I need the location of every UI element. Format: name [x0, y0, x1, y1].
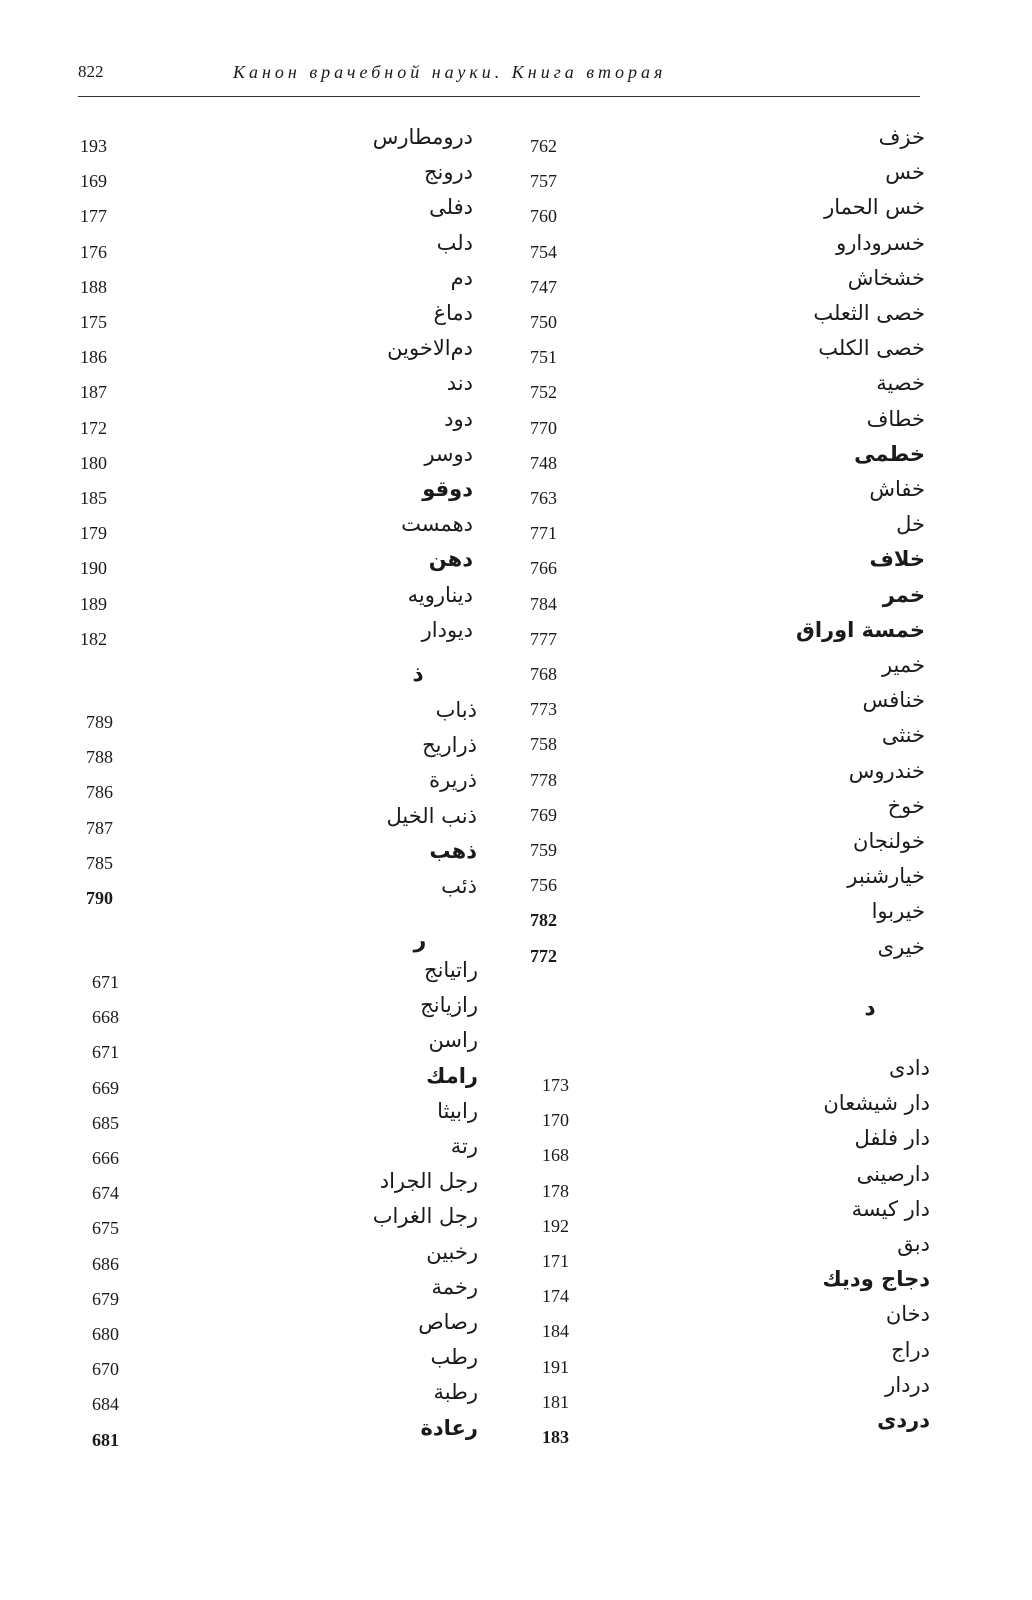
page-ref: 177 — [80, 206, 107, 227]
index-term: دفلى — [429, 195, 473, 220]
page-ref: 169 — [80, 171, 107, 192]
index-term: خلاف — [869, 547, 925, 572]
page-ref: 669 — [92, 1077, 119, 1098]
page-ref: 187 — [80, 382, 107, 403]
index-term: دينارويه — [407, 582, 473, 607]
index-term: رجل الجراد — [379, 1169, 478, 1194]
section-letter: ر — [413, 928, 427, 953]
index-term: خس — [885, 160, 925, 185]
page-ref: 181 — [542, 1391, 569, 1412]
page-ref: 756 — [530, 875, 557, 896]
index-term: خمر — [882, 582, 925, 607]
index-term: دادى — [889, 1056, 930, 1080]
index-term: ذنب الخيل — [386, 803, 477, 828]
page-ref: 192 — [542, 1215, 569, 1236]
page-ref: 748 — [530, 452, 557, 473]
page-ref: 680 — [92, 1324, 119, 1344]
index-term: خوخ — [887, 793, 925, 818]
page-ref: 686 — [92, 1253, 119, 1274]
index-term: دجاج وديك — [822, 1267, 930, 1292]
page-ref: 679 — [92, 1288, 119, 1309]
index-term: رعادة — [420, 1415, 478, 1440]
index-term: خزف — [878, 125, 925, 149]
index-term: دار كيسة — [851, 1196, 930, 1221]
page-ref: 754 — [530, 241, 557, 262]
page-ref: 768 — [530, 664, 557, 684]
page-ref: 188 — [80, 276, 107, 297]
index-term: خشخاش — [847, 265, 925, 290]
page-ref: 675 — [92, 1218, 119, 1239]
index-term: رخمة — [431, 1274, 478, 1299]
index-term: رصاص — [418, 1310, 478, 1334]
page-ref: 190 — [80, 558, 107, 579]
index-term: رازيانج — [420, 993, 478, 1018]
page-ref: 180 — [80, 452, 107, 473]
page-ref: 790 — [86, 888, 113, 908]
index-term: خطاف — [866, 406, 925, 431]
page-ref: 171 — [542, 1251, 569, 1271]
page-ref: 758 — [530, 734, 557, 755]
header-rule — [78, 96, 920, 97]
index-term: دم — [450, 265, 473, 290]
page-ref: 778 — [530, 769, 557, 790]
index-term: دود — [444, 406, 473, 431]
page-ref: 179 — [80, 523, 107, 544]
index-term: خمير — [881, 653, 925, 677]
page-ref: 178 — [542, 1180, 569, 1201]
page-header — [78, 62, 920, 92]
page-ref: 747 — [530, 276, 557, 297]
page-ref: 762 — [530, 136, 557, 156]
page-ref: 170 — [542, 1110, 569, 1131]
page-ref: 183 — [542, 1427, 569, 1447]
page-ref: 786 — [86, 782, 113, 803]
page-ref: 173 — [542, 1075, 569, 1095]
page-ref: 168 — [542, 1145, 569, 1166]
index-term: دبق — [897, 1232, 930, 1256]
index-term: رامك — [426, 1063, 478, 1088]
page-ref: 760 — [530, 206, 557, 227]
index-term: دوقو — [422, 477, 473, 501]
index-term: ذباب — [435, 698, 477, 722]
page-ref: 668 — [92, 1007, 119, 1028]
index-term: درومطارس — [372, 125, 473, 149]
page-ref: 684 — [92, 1394, 119, 1415]
page-ref: 777 — [530, 628, 557, 649]
index-term: خصى الكلب — [818, 336, 925, 361]
index-term: دخان — [885, 1302, 930, 1327]
page-ref: 184 — [542, 1321, 569, 1342]
index-term: رابيثا — [437, 1098, 478, 1123]
index-term: راسن — [428, 1028, 478, 1053]
index-term: ذئب — [441, 874, 477, 898]
index-term: خيرى — [877, 934, 925, 959]
page-ref: 681 — [92, 1429, 119, 1450]
index-term: دند — [446, 371, 473, 396]
page-ref: 191 — [542, 1356, 569, 1377]
index-term: خيارشنبر — [847, 864, 925, 889]
page-ref: 769 — [530, 804, 557, 825]
index-term: خندروس — [848, 758, 925, 783]
index-term: دار فلفل — [854, 1126, 930, 1151]
index-term: رطبة — [433, 1380, 478, 1405]
page-ref: 174 — [542, 1286, 569, 1307]
index-term: خل — [896, 512, 925, 537]
index-term: خمسة اوراق — [796, 617, 925, 642]
index-term: دهمست — [401, 512, 473, 537]
index-term: ذهب — [429, 838, 477, 863]
index-term: خفاش — [869, 477, 925, 501]
page-ref: 763 — [530, 488, 557, 508]
index-term: دماغ — [433, 301, 473, 325]
page-ref: 766 — [530, 558, 557, 579]
section-letter: ذ — [412, 662, 424, 687]
page-ref: 784 — [530, 593, 557, 614]
page-ref: 787 — [86, 817, 113, 838]
page-ref: 685 — [92, 1112, 119, 1133]
page-ref: 193 — [80, 136, 107, 156]
index-term: خنثى — [881, 723, 925, 748]
index-term: ذراريح — [422, 733, 477, 758]
index-term: خطمى — [854, 441, 925, 466]
page-ref: 759 — [530, 840, 557, 860]
page-ref: 782 — [530, 910, 557, 931]
index-term: دلب — [436, 230, 473, 255]
page-ref: 189 — [80, 593, 107, 614]
page-ref: 671 — [92, 972, 119, 992]
index-term: خصية — [876, 371, 925, 396]
page-ref: 770 — [530, 417, 557, 438]
index-term: درونج — [423, 160, 473, 185]
index-term: خيربوا — [871, 899, 925, 924]
page-ref: 175 — [80, 312, 107, 332]
page-ref: 185 — [80, 488, 107, 508]
page-ref: 771 — [530, 523, 557, 544]
page-ref: 670 — [92, 1359, 119, 1380]
section-letter: د — [864, 996, 876, 1021]
page-ref: 773 — [530, 699, 557, 720]
page-ref: 788 — [86, 747, 113, 768]
page-ref: 172 — [80, 417, 107, 438]
index-term: راتيانج — [424, 958, 478, 982]
page-ref: 666 — [92, 1148, 119, 1168]
page-ref: 182 — [80, 628, 107, 649]
running-title: Канон врачебной науки. Книга вторая — [233, 62, 667, 82]
page-number: 822 — [78, 62, 104, 81]
page-ref: 772 — [530, 945, 557, 966]
index-term: دهن — [428, 547, 473, 572]
index-term: دوسر — [424, 441, 473, 466]
index-term: خولنجان — [853, 829, 925, 853]
index-term: رجل الغراب — [372, 1204, 478, 1229]
page-ref: 751 — [530, 347, 557, 368]
index-term: رخبين — [426, 1239, 478, 1264]
page-ref: 752 — [530, 382, 557, 403]
index-term: خصى الثعلب — [813, 301, 925, 325]
index-term: دردى — [877, 1408, 930, 1432]
index-term: خنافس — [862, 688, 925, 713]
index-term: رطب — [430, 1345, 478, 1370]
index-term: دم‌الاخوين — [387, 336, 473, 361]
index-term: دار شيشعان — [823, 1091, 930, 1116]
index-term: خسرودارو — [836, 230, 925, 255]
index-term: دراج — [891, 1337, 930, 1362]
page-ref: 750 — [530, 312, 557, 332]
page-ref: 789 — [86, 712, 113, 732]
page-ref: 757 — [530, 171, 557, 192]
page-ref: 674 — [92, 1183, 119, 1204]
index-term: رتة — [450, 1134, 478, 1158]
page-ref: 671 — [92, 1042, 119, 1063]
index-term: خس الحمار — [824, 195, 925, 220]
index-term: دارصينى — [856, 1161, 930, 1186]
page-ref: 186 — [80, 347, 107, 368]
page-ref: 176 — [80, 241, 107, 262]
index-term: دردار — [885, 1372, 930, 1397]
index-term: ذريرة — [429, 768, 477, 793]
page-ref: 785 — [86, 852, 113, 873]
index-term: ديودار — [421, 617, 473, 642]
